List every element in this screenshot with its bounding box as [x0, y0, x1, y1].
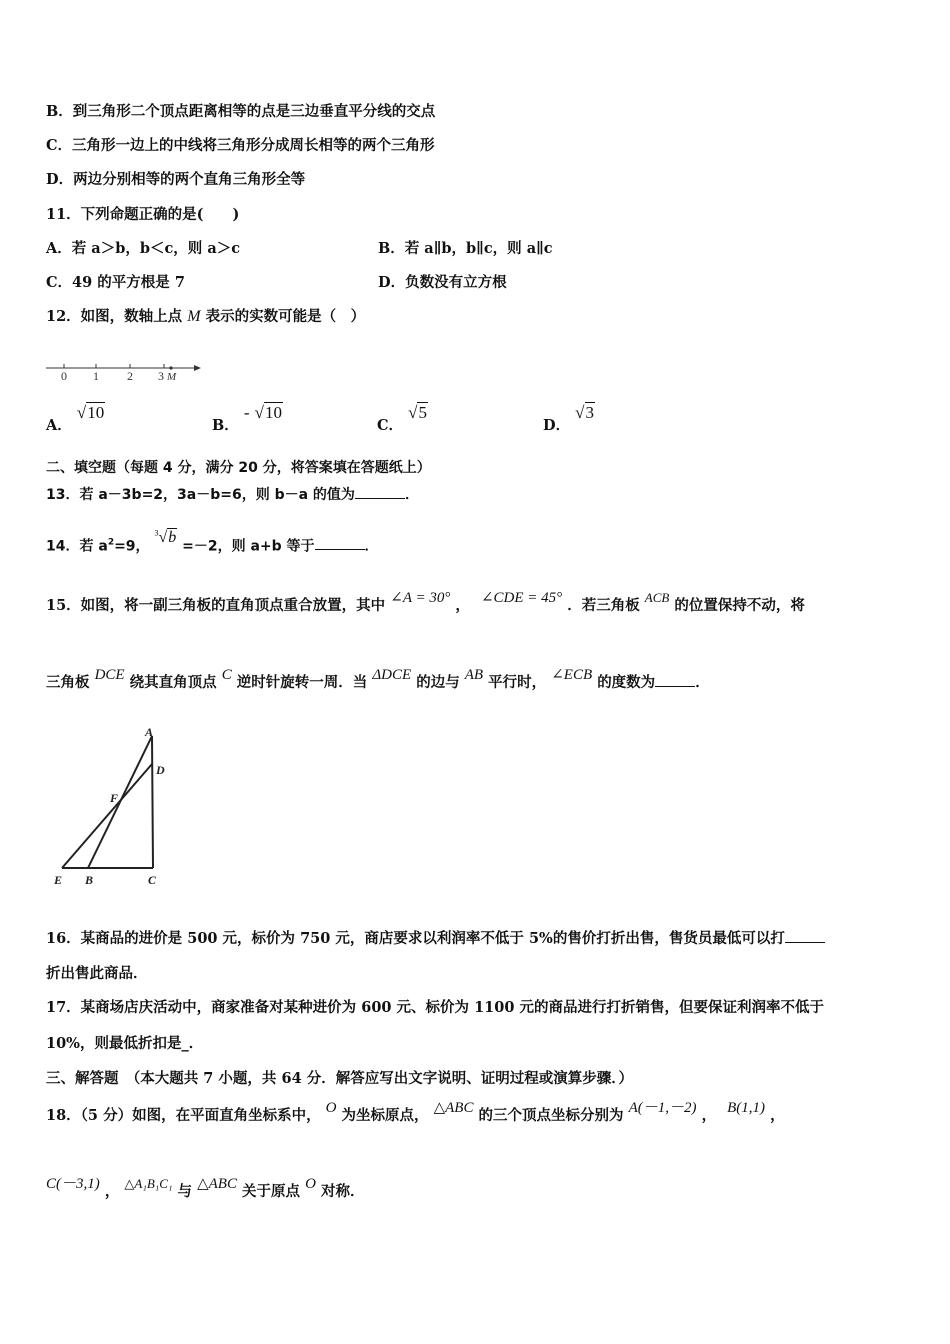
q11-option-a: A．若 a＞b，b＜c，则 a＞c — [46, 240, 241, 257]
answer-blank — [355, 484, 405, 499]
answer-blank — [785, 928, 825, 943]
q11-option-c: C．49 的平方根是 7 — [46, 274, 185, 291]
tick-0: 0 — [61, 369, 67, 382]
q12-option-b: B． - √10 — [212, 403, 282, 434]
label-b: B — [85, 873, 94, 887]
q18-line1: 18．（5 分）如图，在平面直角坐标系中， O 为坐标原点， △ABC 的三个顶点坐标分别为 A(－1,－2) ， B(1,1) ， — [46, 1100, 785, 1124]
point-m — [169, 366, 172, 369]
q12-option-c: C． √5 — [377, 403, 427, 434]
q14: 14．若 $a^2=9$， $^3$√b =－2，则 a+b 等于 ． — [46, 529, 379, 555]
section-3-heading: 三、解答题 （本大题共 7 小题，共 64 分．解答应写出文字说明、证明过程或演算步骤．） — [46, 1070, 633, 1087]
label-e: E — [54, 873, 63, 887]
label-c: C — [148, 873, 157, 887]
q12-stem: 12．如图，数轴上点 M 表示的实数可能是（ ） — [46, 308, 366, 325]
answer-blank — [655, 672, 695, 687]
cube-root-b: $^3$√b — [154, 529, 177, 547]
q11-option-d: D．负数没有立方根 — [378, 274, 507, 291]
tick-3: 3 — [158, 369, 164, 382]
q12-var-m: M — [187, 308, 201, 325]
q10-option-d: D．两边分别相等的两个直角三角形全等 — [46, 171, 306, 188]
tick-1: 1 — [93, 369, 99, 382]
q17-line1: 17．某商场店庆活动中，商家准备对某种进价为 600 元、标价为 1100 元的商品进行打折销售，但要保证利润率不低于 — [46, 999, 824, 1016]
q12-option-a: A． √10 — [46, 403, 105, 434]
label-f: F — [110, 791, 119, 805]
q15-line1: 15．如图，将一副三角板的直角顶点重合放置，其中 ∠A = 30° ， ∠CDE = 45° ．若三角板 ACB 的位置保持不动，将 — [46, 590, 805, 614]
q15-line2: 三角板 DCE 绕其直角顶点 C 逆时针旋转一周．当 ΔDCE 的边与 AB 平行时， ∠ECB 的度数为 ． — [46, 667, 710, 691]
number-line-figure — [44, 356, 204, 382]
section-2-heading: 二、填空题（每题 4 分，满分 20 分，将答案填在答题纸上） — [46, 460, 431, 476]
answer-blank — [315, 535, 365, 550]
q10-option-c: C．三角形一边上的中线将三角形分成周长相等的两个三角形 — [46, 137, 435, 154]
q10-option-b: B．到三角形二个顶点距离相等的点是三边垂直平分线的交点 — [46, 103, 436, 120]
q17-line2: 10%，则最低折扣是_． — [46, 1035, 204, 1052]
q11-stem: 11．下列命题正确的是( ) — [46, 206, 240, 223]
q18-line2: C(－3,1) ， △A₁B₁C₁ 与 △ABC 关于原点 O 对称． — [46, 1176, 365, 1200]
tick-2: 2 — [127, 369, 133, 382]
q16-line1: 16．某商品的进价是 500 元，标价为 750 元，商店要求以利润率不低于 5%的售价打折出售，售货员最低可以打 — [46, 928, 825, 949]
q16-line2: 折出售此商品． — [46, 965, 148, 982]
q13: 13．若 a－3b=2，3a－b=6，则 b－a 的值为 ． — [46, 484, 419, 505]
label-a: A — [145, 725, 154, 739]
q11-option-b: B．若 a∥b，b∥c，则 a∥c — [378, 240, 553, 257]
point-m-label: M — [167, 371, 177, 382]
triangle-figure — [46, 722, 176, 892]
q12-option-d: D． √3 — [543, 403, 595, 434]
label-d: D — [156, 763, 165, 777]
